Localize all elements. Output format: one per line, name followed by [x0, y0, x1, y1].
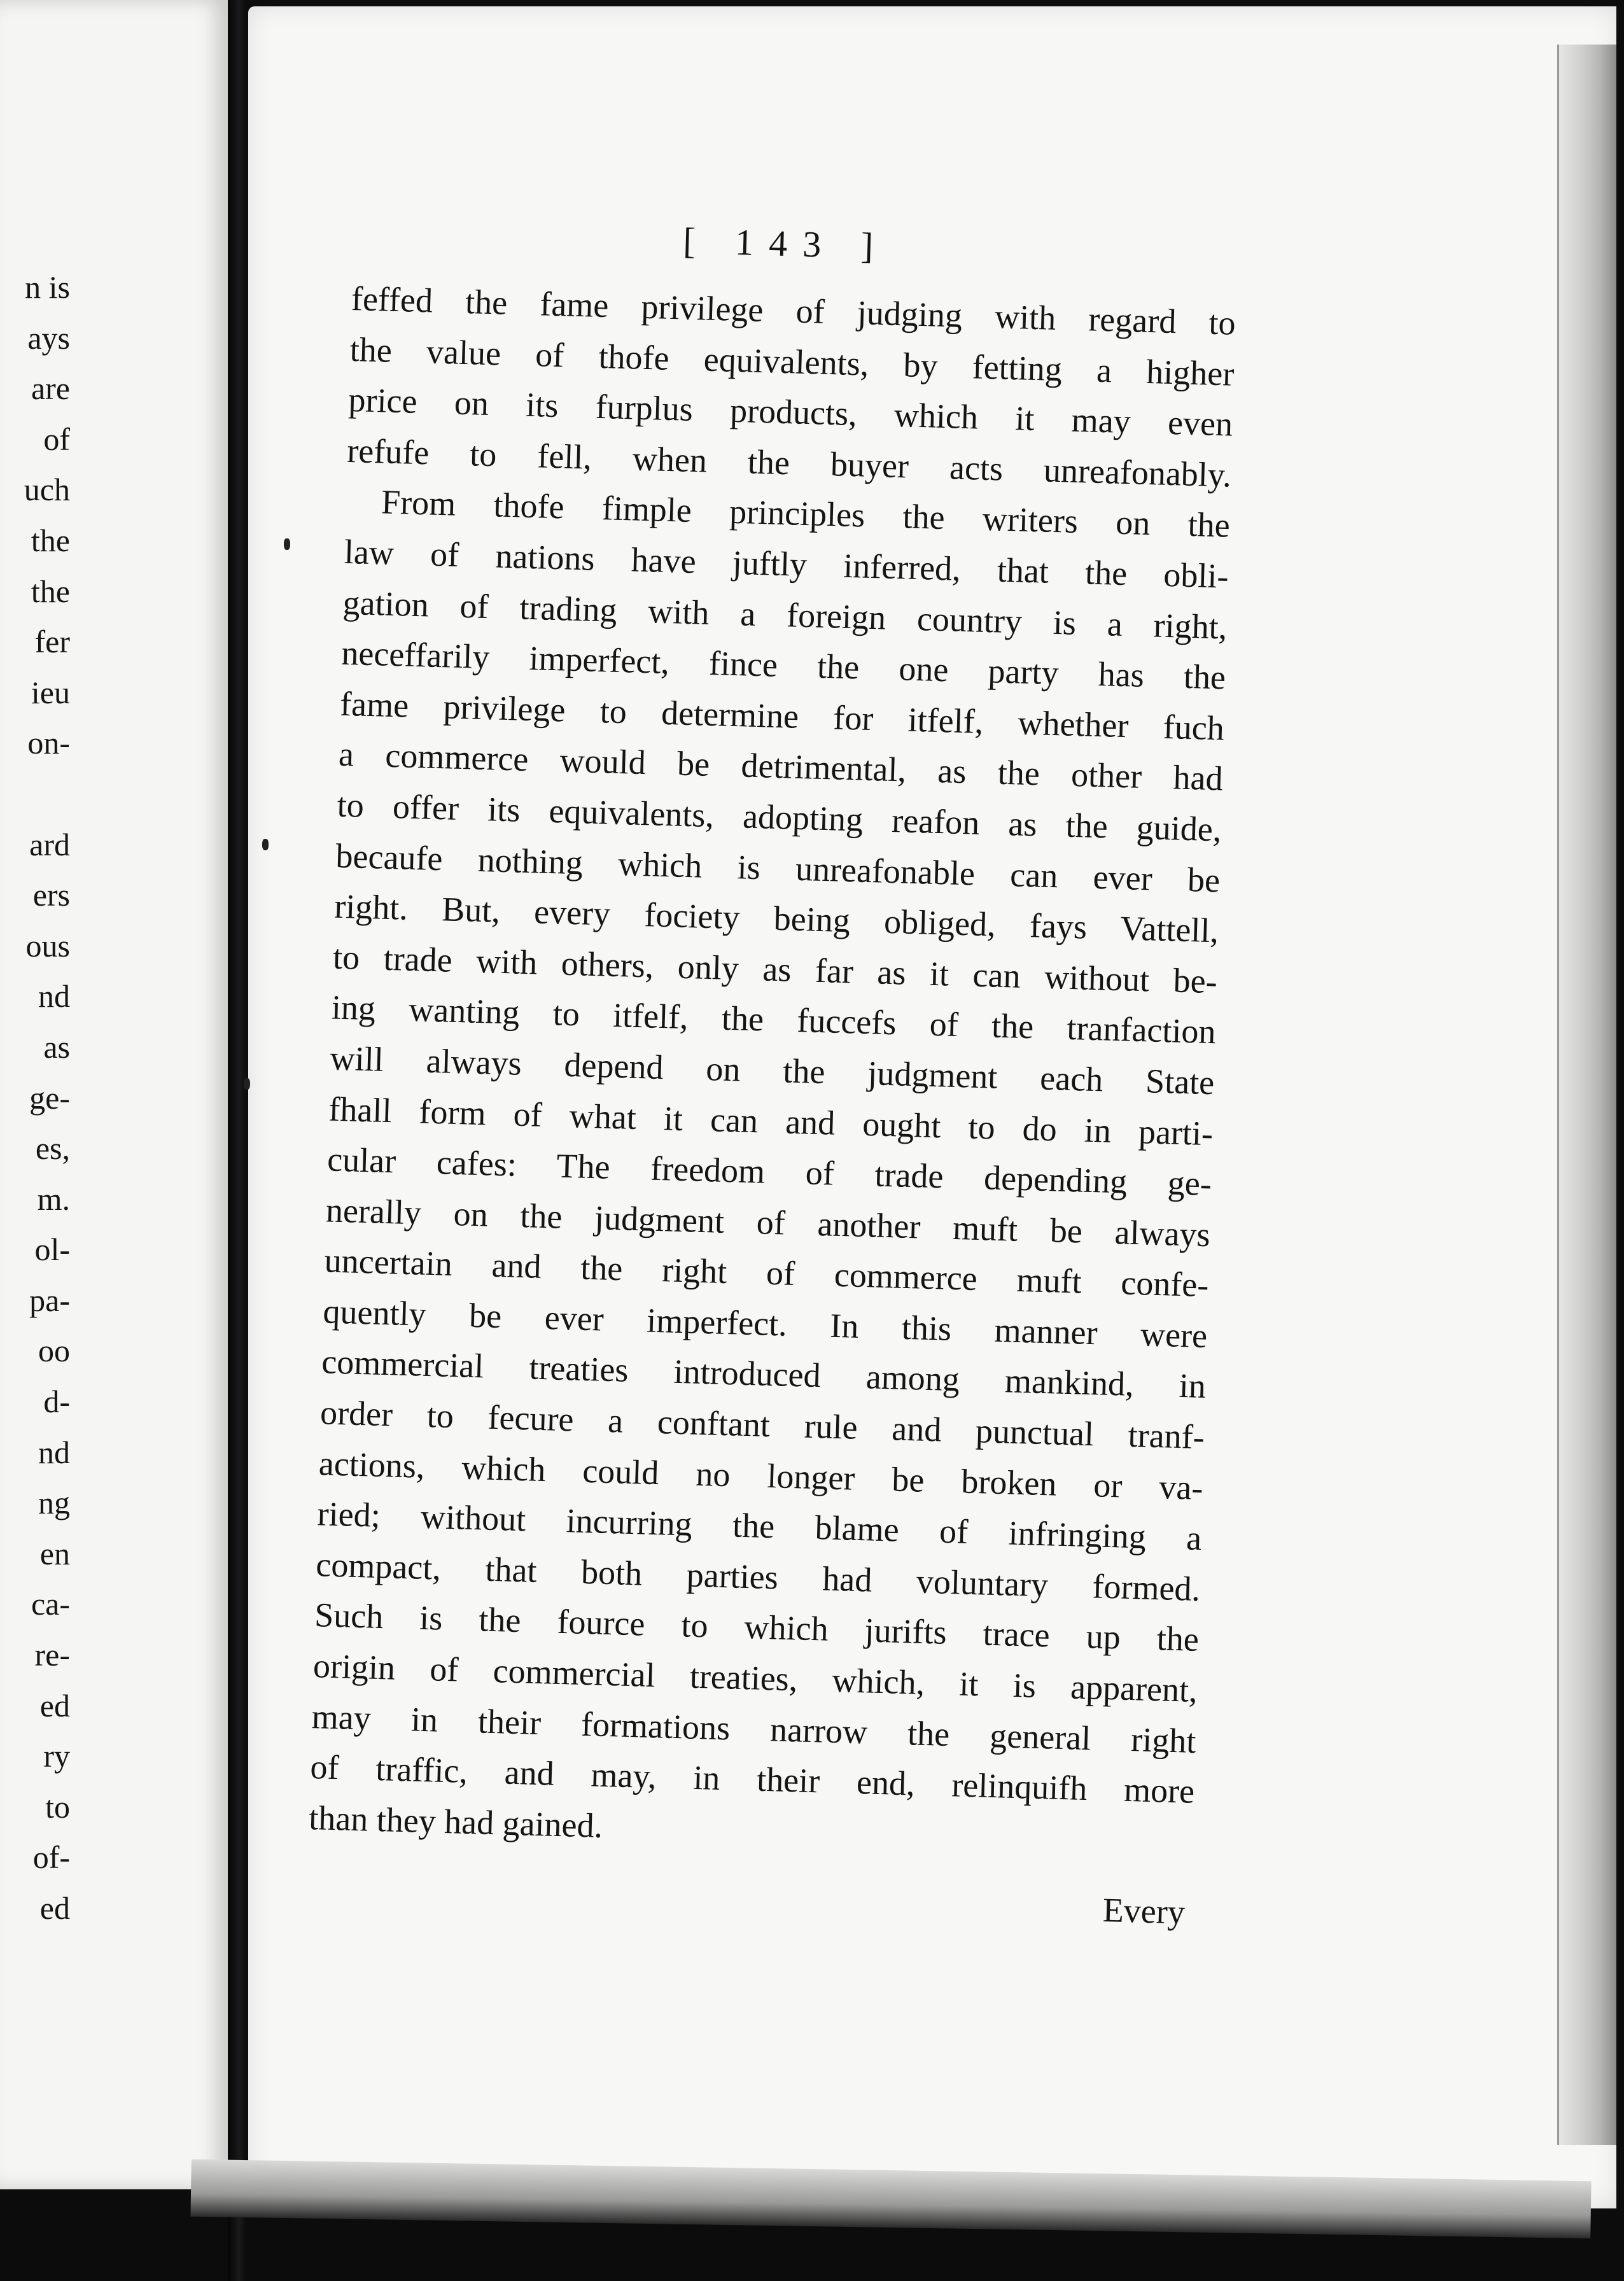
text-line: will always depend on the judgment each State — [329, 1039, 1215, 1102]
fragment-line: re- — [34, 1637, 70, 1673]
fragment-line: on- — [27, 725, 70, 761]
text-line: neceffarily imperfect, fince the one party has the — [340, 633, 1226, 697]
fragment-line: ieu — [31, 674, 70, 710]
text-line: order to fecure a conftant rule and punctual tranf- — [319, 1393, 1205, 1457]
text-line: becaufe nothing which is unreafonable can ever be — [335, 836, 1221, 899]
fragment-line: ays — [27, 319, 70, 356]
text-line: to trade with others, only as far as it can without be- — [332, 937, 1218, 1001]
fragment-line: ol- — [34, 1232, 70, 1268]
fragment-line: as — [43, 1028, 70, 1065]
fragment-line: ers — [32, 877, 70, 913]
fragment-line: of — [43, 421, 70, 457]
text-line: feffed the fame privilege of judging with regard to — [351, 279, 1236, 342]
fragment-line: ed — [39, 1890, 70, 1926]
previous-page-line-endings — [0, 262, 70, 1934]
fragment-line: ard — [29, 826, 70, 862]
ink-speck — [284, 538, 290, 550]
fragment-line: ca- — [31, 1586, 70, 1622]
text-line: quently be ever imperfect. In this manner were — [322, 1292, 1208, 1355]
fragment-line: pa- — [29, 1282, 70, 1318]
text-line: may in their formations narrow the general right — [311, 1697, 1197, 1760]
fragment-line: are — [31, 370, 70, 407]
fragment-line: en — [39, 1535, 70, 1571]
fragment-line: fer — [34, 624, 70, 660]
text-line: origin of commercial treaties, which, it is apparent, — [312, 1646, 1198, 1709]
text-line: gation of trading with a foreign country is a right, — [342, 583, 1228, 647]
page-number: [ 143 ] — [682, 220, 889, 267]
fragment-line: to — [45, 1788, 70, 1825]
text-line: price on its furplus products, which it may even — [347, 381, 1233, 444]
text-line: ing wanting to itfelf, the fuccefs of the tranfaction — [331, 988, 1217, 1051]
text-line: commercial treaties introduced among mankind, in — [321, 1342, 1207, 1406]
text-line: compact, that both parties had voluntary formed. — [315, 1545, 1201, 1608]
fragment-line: ous — [25, 927, 70, 964]
binding-gutter — [228, 0, 247, 2281]
fragment-line: oo — [38, 1333, 70, 1369]
text-line: uncertain and the right of commerce muft confe- — [324, 1241, 1210, 1305]
text-line: to offer its equivalents, adopting reafon as the guide, — [337, 785, 1222, 849]
previous-page-fragment — [0, 0, 232, 2189]
fragment-line: nd — [38, 978, 70, 1014]
page-stack-edge — [1557, 45, 1616, 2145]
paragraph-start-line: From thofe fimple principles the writers on the — [381, 482, 1231, 545]
fragment-line: n is — [25, 269, 70, 305]
catchword: Every — [1102, 1891, 1186, 1932]
text-line: a commerce would be detrimental, as the other had — [338, 735, 1224, 798]
ink-speck — [262, 839, 269, 850]
fragment-line: ng — [38, 1485, 70, 1521]
fragment-line: ge- — [29, 1079, 70, 1116]
text-line: right. But, every fociety being obliged, fays Vattell, — [333, 887, 1219, 950]
text-line: fhall form of what it can and ought to do in parti- — [328, 1089, 1214, 1153]
fragment-line: es, — [35, 1130, 70, 1167]
text-line: ried; without incurring the blame of infringing a — [316, 1494, 1203, 1558]
fragment-line: ed — [39, 1687, 70, 1723]
fragment-line: m. — [37, 1181, 70, 1217]
text-line: nerally on the judgment of another muft be always — [325, 1191, 1211, 1254]
fragment-line: nd — [38, 1434, 70, 1470]
fragment-line: of- — [32, 1839, 70, 1876]
text-line: of traffic, and may, in their end, relinquifh more — [309, 1748, 1195, 1811]
fragment-line: uch — [24, 472, 70, 508]
ink-speck — [244, 1078, 250, 1090]
page-text-block — [306, 210, 1238, 1938]
fragment-line: ry — [43, 1738, 70, 1774]
text-line: Such is the fource to which jurifts trace up the — [314, 1596, 1200, 1659]
fragment-line: the — [31, 522, 70, 558]
text-line: law of nations have juftly inferred, that the obli- — [344, 532, 1229, 596]
fragment-line: the — [31, 573, 70, 609]
text-line: the value of thofe equivalents, by fetting a higher — [349, 330, 1235, 393]
text-line: refufe to fell, when the buyer acts unreafonably. — [346, 431, 1232, 495]
text-line: fame privilege to determine for itfelf, whether fuch — [339, 684, 1225, 748]
fragment-line — [0, 769, 70, 820]
fragment-line: d- — [43, 1384, 70, 1420]
text-line: actions, which could no longer be broken or va- — [318, 1443, 1204, 1507]
text-line: cular cafes: The freedom of trade depending ge- — [326, 1140, 1212, 1204]
paragraph-end-line: than they had gained. — [308, 1798, 603, 1845]
